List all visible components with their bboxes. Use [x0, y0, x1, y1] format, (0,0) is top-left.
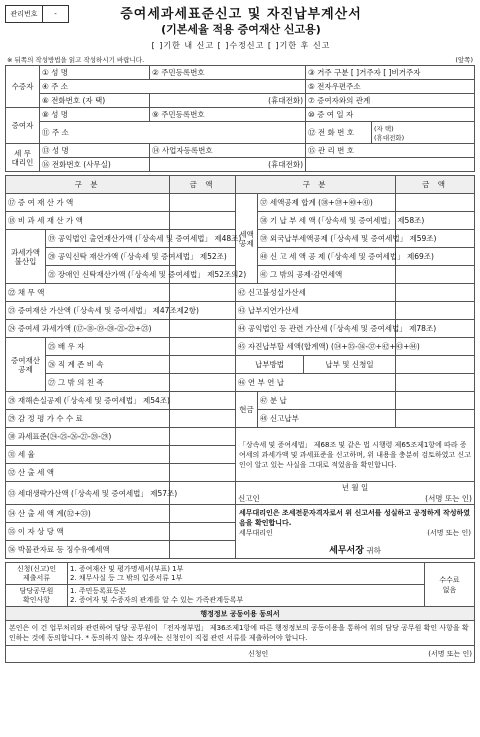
recipient-name-field[interactable]: ① 성 명: [40, 66, 150, 80]
amount-cell[interactable]: [170, 541, 236, 559]
calc-left-item-header: 구 분: [6, 176, 170, 194]
amount-cell[interactable]: [396, 194, 475, 212]
calc-row-label: ㉜ 산 출 세 액: [6, 464, 170, 482]
amount-cell[interactable]: [170, 320, 236, 338]
calc-row-label: ㉔ 증여세 과세가액 (⑰-⑱-⑲-⑳-㉑-㉒+㉓): [6, 320, 170, 338]
donor-rrn-field[interactable]: ⑨ 주민등록번호: [150, 108, 306, 122]
filing-type-options[interactable]: [ ]기한 내 신고 [ ]수정신고 [ ]기한 후 신고: [151, 41, 331, 50]
calc-row-label: ⑰ 증 여 재 산 가 액: [6, 194, 170, 212]
attachments-label: 신청(신고)인 제출서류: [6, 563, 68, 585]
calc-row-label: ㊺ 자진납부할 세액(합계액) (㉞+㉟-㊱-㊲+㊷+㊸+㊹): [236, 338, 396, 356]
calc-row-label: ㉖ 직 계 존 비 속: [46, 356, 170, 374]
calc-row-label: ㊶ 그 밖의 공제·감면세액: [258, 266, 396, 284]
agent-mobile-field[interactable]: (휴대전화): [150, 158, 306, 172]
amount-cell[interactable]: [170, 392, 236, 410]
amount-cell[interactable]: [170, 410, 236, 428]
form-title: 증여세과세표준신고 및 자진납부계산서: [120, 7, 362, 22]
calc-row-label: ㉕ 배 우 자: [46, 338, 170, 356]
amount-cell[interactable]: [170, 505, 236, 523]
consent-title: 행정정보 공동이용 동의서: [6, 607, 475, 621]
amount-cell[interactable]: [170, 194, 236, 212]
signer-signature-field[interactable]: (서명 또는 인): [425, 494, 472, 503]
calc-row-label: ⑱ 비 과 세 재 산 가 액: [6, 212, 170, 230]
residence-type-field[interactable]: ③ 거주 구분 [ ]거주자 [ ]비거주자: [306, 66, 475, 80]
recipient-address-field[interactable]: ④ 주 소: [40, 80, 306, 94]
amount-cell[interactable]: [396, 284, 475, 302]
amount-cell[interactable]: [170, 482, 236, 505]
taxfree-group-label: 과세가액 불산입: [6, 230, 46, 284]
instructions-note: ※ 뒤쪽의 작성방법을 읽고 작성하시기 바랍니다.: [7, 56, 145, 64]
amount-cell[interactable]: [396, 374, 475, 392]
recipient-phone-field[interactable]: ⑥ 전화번호 (자 택): [40, 94, 150, 108]
amount-cell[interactable]: [396, 302, 475, 320]
amount-cell[interactable]: [170, 338, 236, 356]
consent-signature-field[interactable]: (서명 또는 인): [428, 650, 472, 658]
amount-cell[interactable]: [170, 374, 236, 392]
calc-row-label: ㊱ 박물관자료 등 징수유예세액: [6, 541, 170, 559]
amount-cell[interactable]: [396, 356, 475, 374]
recipient-group-label: 수증자: [6, 66, 40, 108]
agent-biz-number-field[interactable]: ⑭ 사업자등록번호: [150, 144, 306, 158]
calc-row-label: ㉗ 그 밖 의 친 족: [46, 374, 170, 392]
signer-label: 신고인: [238, 494, 260, 503]
amount-cell[interactable]: [170, 284, 236, 302]
gift-tax-form: [5, 3, 475, 731]
calc-right-amount-header: 금 액: [396, 176, 475, 194]
amount-cell[interactable]: [170, 212, 236, 230]
calc-row-label: ㉑ 장애인 신탁재산가액 (「상속세 및 증여세법」 제52조의2): [46, 266, 170, 284]
agent-group-label: 세 무 대리인: [6, 144, 40, 172]
tax-office-line: [236, 541, 475, 559]
amount-cell[interactable]: [170, 446, 236, 464]
donor-group-label: 증여자: [6, 108, 40, 144]
calc-row-label: ㊻ 연 부 연 납: [236, 374, 396, 392]
calc-left-amount-header: 금 액: [170, 176, 236, 194]
calc-row-label: ㊴ 외국납부세액공제 (「상속세 및 증여세법」 제59조): [258, 230, 396, 248]
management-number-box: [5, 5, 69, 23]
tax-office-name: 세무서장: [329, 545, 364, 556]
calc-row-label: ㉛ 세 율: [6, 446, 170, 464]
calc-row-label: ⑳ 공익신탁 재산가액 (「상속세 및 증여세법」 제52조): [46, 248, 170, 266]
declaration-text: 「상속세 및 증여세법」 제68조 및 같은 법 시행령 제65조제1항에 따라 증여세의 과세가액 및 과세표준을 신고하며, 위 내용을 충분히 검토하였고 신고인이 알고 있는 사실을 그대로 적었음을 확인합니다.: [236, 428, 475, 482]
calc-row-label: ㉙ 감 정 평 가 수 수 료: [6, 410, 170, 428]
cash-group-label: 현금: [236, 392, 258, 428]
party-info-table: [5, 65, 475, 172]
agent-signer-label: 세무대리인: [239, 528, 273, 537]
amount-cell[interactable]: [396, 392, 475, 410]
calc-row-label: ㉚ 과세표준(㉔-㉕-㉖-㉗-㉘-㉙): [6, 428, 170, 446]
agent-declaration-text: 세무대리인은 조세전문자격자로서 위 신고서를 성실하고 공정하게 작성하였음을 확인합니다.: [239, 508, 471, 527]
calc-row-label: ㊲ 세액공제 합계 (㊳+㊴+㊵+㊶): [258, 194, 396, 212]
attachments-table: [5, 562, 475, 663]
sign-area: [236, 482, 475, 505]
donor-name-field[interactable]: ⑧ 성 명: [40, 108, 150, 122]
relation-field[interactable]: ⑦ 증여자와의 관계: [306, 94, 475, 108]
calc-row-label: ㉓ 증여재산 가산액 (「상속세 및 증여세법」 제47조제2항): [6, 302, 170, 320]
attachments-list: 1. 증여재산 및 평가명세서(부표) 1부 2. 채무사실 등 그 밖의 입증서류 1부: [68, 563, 425, 585]
agent-signature-field[interactable]: (서명 또는 인): [427, 528, 471, 537]
calc-row-label: ㊸ 납부지연가산세: [236, 302, 396, 320]
agent-mgmt-number-field[interactable]: ⑮ 관 리 번 호: [306, 144, 475, 158]
calc-row-label: ㊳ 기 납 부 세 액 (「상속세 및 증여세법」 제58조): [258, 212, 396, 230]
agent-declaration-area: [236, 505, 475, 541]
amount-cell[interactable]: [170, 523, 236, 541]
calc-row-label: ㉝ 세대생략가산액 (「상속세 및 증여세법」 제57조): [6, 482, 170, 505]
recipient-rrn-field[interactable]: ② 주민등록번호: [150, 66, 306, 80]
payment-date-header: 납부 및 신청일: [304, 356, 396, 374]
tax-office-suffix: 귀하: [366, 545, 381, 555]
amount-cell[interactable]: [170, 464, 236, 482]
amount-cell[interactable]: [396, 410, 475, 428]
management-number-label: 관리번호: [6, 6, 43, 22]
tax-credit-group-label: 세액 공제: [236, 194, 258, 284]
calc-row-label: ㊼ 분 납: [258, 392, 396, 410]
deduction-group-label: 증여재산공제: [6, 338, 46, 392]
amount-cell[interactable]: [170, 356, 236, 374]
agent-name-field[interactable]: ⑬ 성 명: [40, 144, 150, 158]
agent-phone-field[interactable]: ⑯ 전화번호 (사무실): [40, 158, 150, 172]
official-check-label: 담당공무원 확인사항: [6, 585, 68, 607]
gift-date-field[interactable]: ⑩ 증 여 일 자: [306, 108, 475, 122]
calc-row-label: ㊵ 신 고 세 액 공 제 (「상속세 및 증여세법」 제69조): [258, 248, 396, 266]
calc-row-label: ㉒ 채 무 액: [6, 284, 170, 302]
donor-address-field[interactable]: ⑪ 주 소: [40, 122, 306, 144]
calc-right-item-header: 구 분: [236, 176, 396, 194]
amount-cell[interactable]: [170, 428, 236, 446]
calc-row-label: ㉟ 이 자 상 당 액: [6, 523, 170, 541]
calc-row-label: ⑲ 공익법인 출연재산가액 (「상속세 및 증여세법」 제48조): [46, 230, 170, 248]
consent-signer-label: 신청인: [248, 650, 269, 658]
official-check-list: 1. 주민등록표등본 2. 증여자 및 수증자의 관계를 알 수 있는 가족관계등록부: [68, 585, 425, 607]
page-side-label: (앞쪽): [455, 56, 473, 64]
calc-row-label: ㉞ 산 출 세 액 계(㉜+㉝): [6, 505, 170, 523]
donor-phone-values[interactable]: (자 택) (휴대전화): [372, 122, 475, 144]
recipient-email-field[interactable]: ⑤ 전자우편주소: [306, 80, 475, 94]
calc-row-label: ㊽ 신고납부: [258, 410, 396, 428]
tax-calculation-table: [5, 175, 475, 559]
payment-method-header: 납부방법: [236, 356, 304, 374]
amount-cell[interactable]: [396, 266, 475, 284]
recipient-mobile-field[interactable]: (휴대전화): [150, 94, 306, 108]
form-subtitle: (기본세율 적용 증여재산 신고용): [161, 23, 321, 36]
management-number-value[interactable]: -: [54, 10, 57, 18]
calc-row-label: ㉘ 재해손실공제 (「상속세 및 증여세법」 제54조): [6, 392, 170, 410]
calc-row-label: ㊷ 신고불성실가산세: [236, 284, 396, 302]
date-line: 년 월 일: [341, 483, 369, 492]
donor-phone-field[interactable]: ⑫ 전 화 번 호: [306, 122, 372, 144]
fee-info: 수수료 없음: [425, 563, 475, 607]
calc-row-label: ㊹ 공익법인 등 관련 가산세 (「상속세 및 증여세법」 제78조): [236, 320, 396, 338]
consent-sign-row: [6, 646, 475, 663]
consent-text: 본인은 이 건 업무처리와 관련하여 담당 공무원이 「전자정부법」 제36조제1항에 따른 행정정보의 공동이용을 통하여 위의 담당 공무원 확인 사항을 확인하는 것에 동의합니다. * 동의하지 않는 경우에는 신청인이 직접 관련 서류를 제출하여야 합니다.: [6, 621, 475, 646]
